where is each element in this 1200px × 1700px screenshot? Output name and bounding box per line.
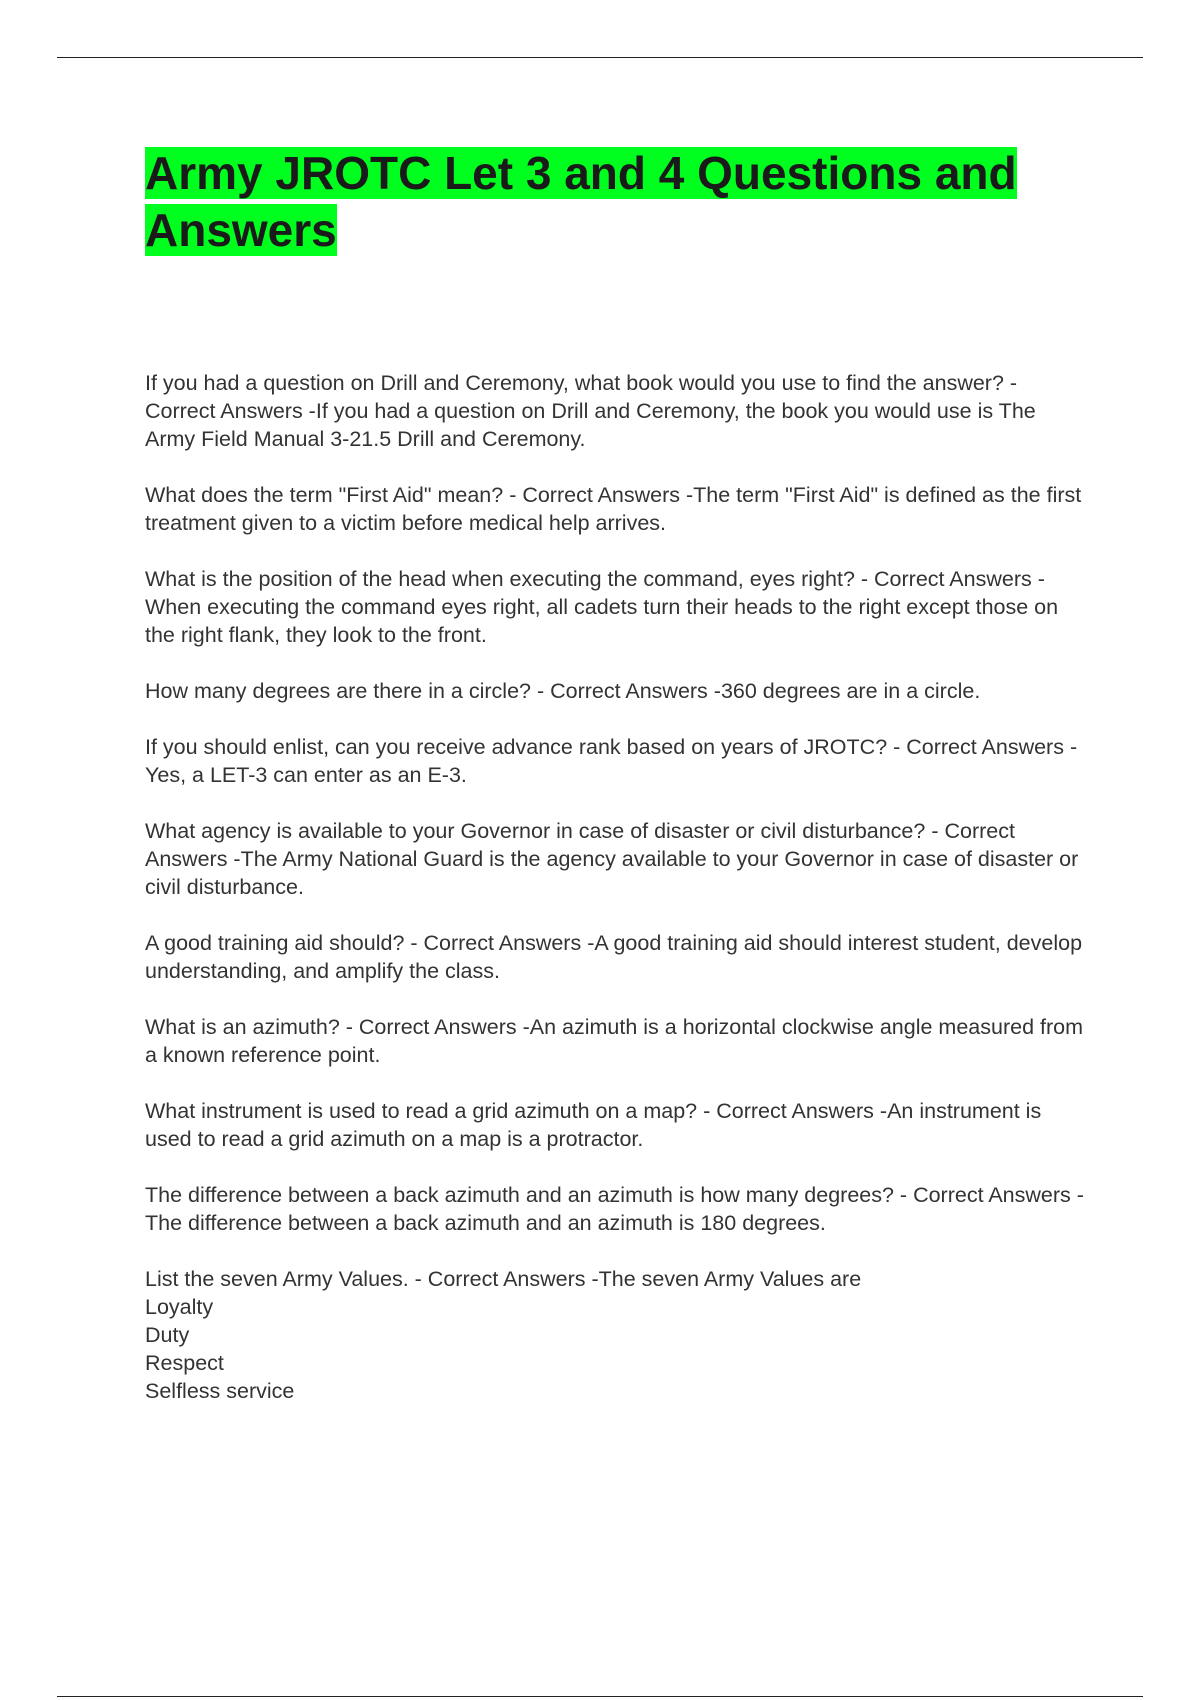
top-rule — [57, 57, 1143, 58]
qa-entry: A good training aid should? - Correct Answers -A good training aid should interest student, develop understanding, and amplify the class. — [145, 931, 1083, 983]
qa-entry: What is the position of the head when executing the command, eyes right? - Correct Answers -When executing the command eyes right, all cadets turn their heads to the right except those on the right flank, they look to the front. — [145, 567, 1059, 647]
qa-entry: List the seven Army Values. - Correct Answers -The seven Army Values are Loyalty Duty Respect Selfless service — [145, 1267, 862, 1403]
qa-entry: The difference between a back azimuth and an azimuth is how many degrees? - Correct Answers -The difference between a back azimuth and an azimuth is 180 degrees. — [145, 1183, 1084, 1235]
qa-entry: What instrument is used to read a grid azimuth on a map? - Correct Answers -An instrument is used to read a grid azimuth on a map is a protractor. — [145, 1099, 1042, 1151]
qa-entry: What is an azimuth? - Correct Answers -An azimuth is a horizontal clockwise angle measured from a known reference point. — [145, 1015, 1084, 1067]
page-title — [145, 145, 1090, 259]
qa-entry: How many degrees are there in a circle? - Correct Answers -360 degrees are in a circle. — [145, 679, 981, 703]
document-body — [145, 145, 1090, 1433]
title-highlight: Army JROTC Let 3 and 4 Questions and Answers — [145, 147, 1017, 256]
qa-entry: If you had a question on Drill and Ceremony, what book would you use to find the answer? - Correct Answers -If you had a question on Drill and Ceremony, the book you would use is The Army Field Manual 3-21.5 Drill and Ceremony. — [145, 371, 1036, 451]
bottom-rule — [57, 1696, 1143, 1697]
qa-entry: What does the term "First Aid" mean? - Correct Answers -The term "First Aid" is defined as the first treatment given to a victim before medical help arrives. — [145, 483, 1082, 535]
qa-entry: What agency is available to your Governor in case of disaster or civil disturbance? - Correct Answers -The Army National Guard is the agency available to your Governor in case of disaster or civil disturbance. — [145, 819, 1079, 899]
qa-list — [145, 369, 1090, 1405]
qa-entry: If you should enlist, can you receive advance rank based on years of JROTC? - Correct Answers -Yes, a LET-3 can enter as an E-3. — [145, 735, 1078, 787]
